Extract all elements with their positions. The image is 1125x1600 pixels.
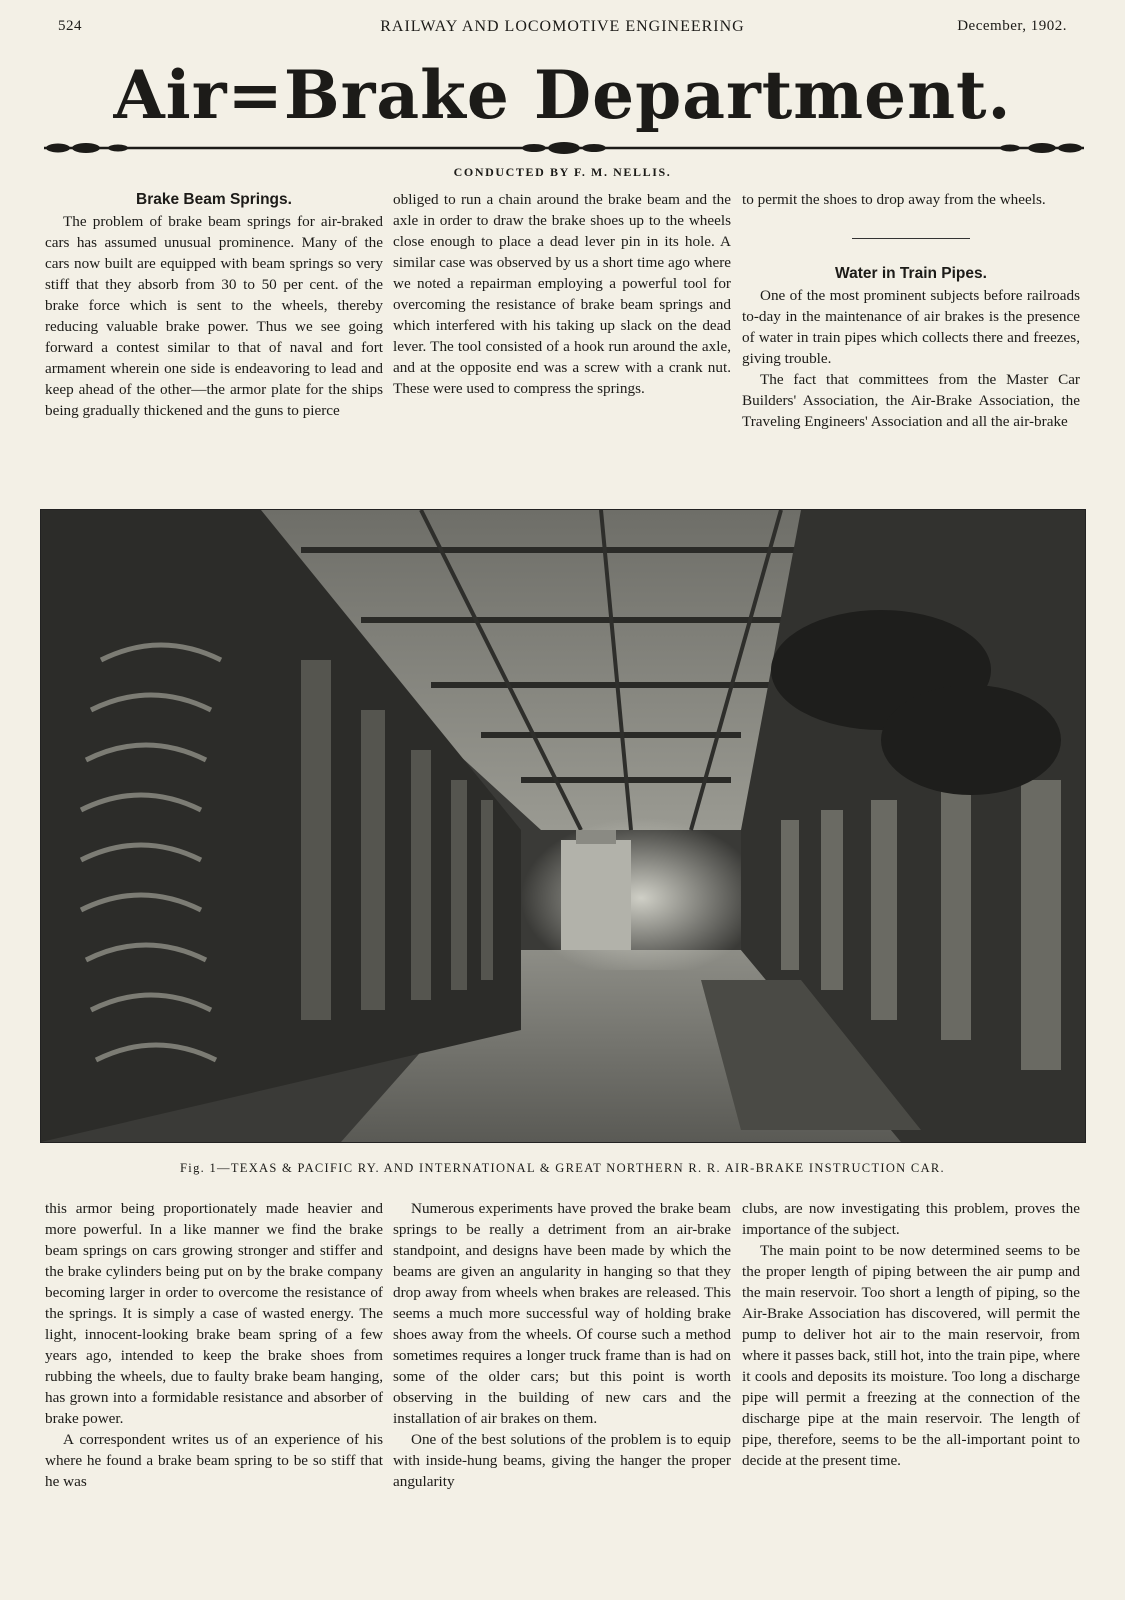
paragraph: clubs, are now investigating this problem, proves the importance of the subject.	[742, 1200, 1080, 1238]
department-title: Air=Brake Department.	[113, 56, 1012, 134]
column-6	[742, 1198, 1080, 1471]
issue-date: December, 1902.	[957, 18, 1067, 34]
paragraph: this armor being proportionately made heavier and more powerful. In a like manner we find the brake beam springs on cars growing stronger and stiffer and the brake cylinders being put on by the brake company becoming larger in order to overcome the resistance of the springs. It is simply a case of wasted energy. The light, innocent-looking brake beam spring of a few years ago, intended to keep the brake shoes from rubbing the wheels, due to faulty brake beam hanging, has grown into a formidable resistance and absorber of brake power.	[45, 1200, 383, 1427]
paragraph: A correspondent writes us of an experience of his where he found a brake beam spring to be so stiff that he was	[45, 1431, 383, 1490]
paragraph: The fact that committees from the Master Car Builders' Association, the Air-Brake Association, the Traveling Engineers' Association and all the air-brake	[742, 371, 1080, 430]
column-1	[45, 189, 383, 421]
column-5	[393, 1198, 731, 1492]
paragraph: Numerous experiments have proved the brake beam springs to be really a detriment from an air-brake standpoint, and designs have been made by which the beams are given an angularity in hanging so that they drop away from wheels when brakes are released. This seems a much more successful way of holding brake shoes away from the wheels. Of course such a method sometimes requires a longer truck frame than is had on some of the older cars; but this point is worth observing in the building of new cars and the installation of air brakes on them.	[393, 1200, 731, 1427]
heading-brake-beam-springs: Brake Beam Springs.	[136, 191, 292, 208]
section-divider	[852, 238, 970, 239]
column-2	[393, 189, 731, 399]
paragraph: obliged to run a chain around the brake beam and the axle in order to draw the brake shoes up to the wheels close enough to place a dead lever pin in its hole. A similar case was observed by us a short time ago where we noted a repairman employing a powerful tool for overcoming the resistance of brake beam springs and which interfered with his taking up slack on the dead lever. The tool consisted of a hook run around the axle, and at the opposite end was a screw with a crank nut. These were used to compress the springs.	[393, 191, 731, 397]
ornamental-rule	[44, 140, 1084, 156]
paragraph: One of the most prominent subjects before railroads to-day in the maintenance of air brakes is the presence of water in train pipes which collects there and freezes, giving trouble.	[742, 287, 1080, 367]
figure-photograph	[40, 509, 1086, 1143]
heading-water-in-train-pipes: Water in Train Pipes.	[835, 265, 987, 282]
figure-caption: Fig. 1—TEXAS & PACIFIC RY. AND INTERNATIONAL & GREAT NORTHERN R. R. AIR-BRAKE INSTRUCTION CAR.	[180, 1161, 945, 1175]
paragraph: One of the best solutions of the problem is to equip with inside-hung beams, giving the hanger the proper angularity	[393, 1431, 731, 1490]
journal-title: RAILWAY AND LOCOMOTIVE ENGINEERING	[380, 18, 745, 35]
column-4	[45, 1198, 383, 1492]
paragraph: The main point to be now determined seems to be the proper length of piping between the air pump and the main reservoir. Too short a length of piping, so the Air-Brake Association has discovered, will permit the pump to deliver hot air to the main reservoir, from where it passes back, still hot, into the train pipe, where it cools and deposits its moisture. Too long a discharge pipe will permit a freezing at the connection of the discharge pipe at the main reservoir. The length of pipe, therefore, seems to be the all-important point to decide at the present time.	[742, 1242, 1080, 1469]
instruction-car-photo	[41, 510, 1085, 1142]
page-number: 524	[58, 18, 82, 34]
column-3	[742, 189, 1080, 432]
paragraph: The problem of brake beam springs for air-braked cars has assumed unusual prominence. Many of the cars now built are equipped with beam springs so very stiff that they absorb from 30 to 50 per cent. of the brake force which is sent to the wheels, thereby reducing valuable brake power. Thus we see going forward a contest similar to that of naval and fort armament wherein one side is endeavoring to lead and keep ahead of the other—the armor plate for the ships being gradually thickened and the guns to pierce	[45, 213, 383, 419]
byline: CONDUCTED BY F. M. NELLIS.	[453, 165, 672, 179]
paragraph: to permit the shoes to drop away from the wheels.	[742, 191, 1046, 208]
running-header	[58, 18, 1067, 42]
